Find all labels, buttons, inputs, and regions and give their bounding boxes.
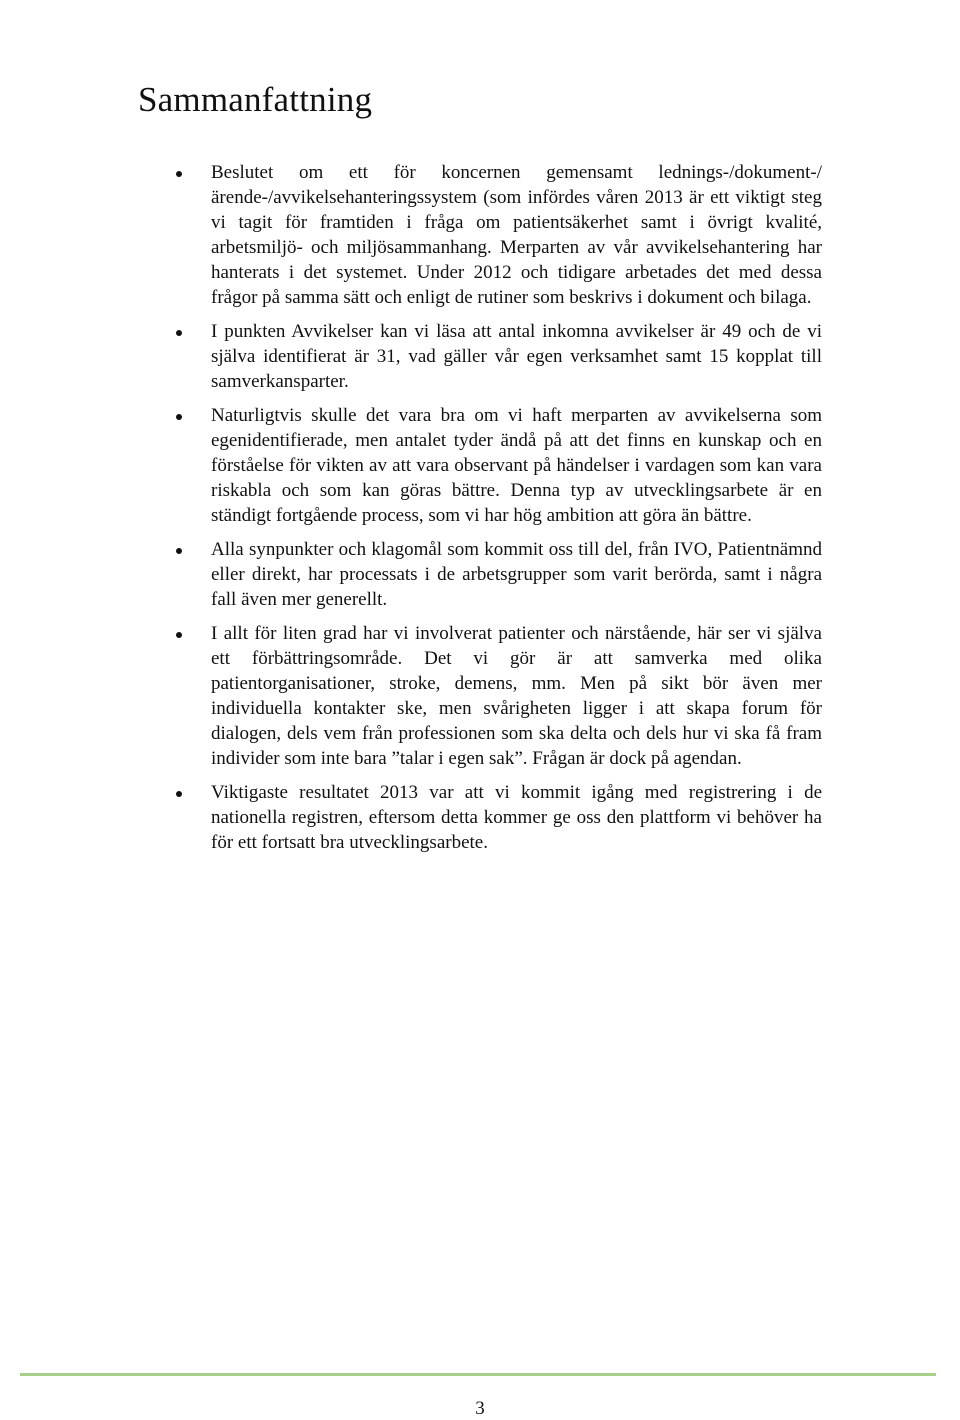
bullet-icon bbox=[176, 791, 182, 797]
bullet-icon bbox=[176, 330, 182, 336]
footer-divider bbox=[20, 1373, 936, 1376]
bullet-text: Viktigaste resultatet 2013 var att vi kommit igång med registrering i de nationella registren, eftersom detta kommer ge oss den plattform vi behöver ha för ett fortsatt bra utvecklingsarbete. bbox=[211, 782, 822, 853]
page-title: Sammanfattning bbox=[138, 80, 373, 119]
bullet-text: Alla synpunkter och klagomål som kommit oss till del, från IVO, Patientnämnd eller direkt, har processats i de arbetsgrupper som varit berörda, samt i några fall även mer generellt. bbox=[211, 539, 822, 610]
bullet-text: Naturligtvis skulle det vara bra om vi haft merparten av avvikelserna som egenidentifierade, men antalet tyder ändå på att det finns en kunskap och en förståelse för vikten av att vara observant på händelser i vardagen som kan vara riskabla och som kan göras bättre. Denna typ av utvecklingsarbete är en ständigt fortgående process, som vi har hög ambition att göra än bättre. bbox=[211, 405, 822, 526]
bullet-icon bbox=[176, 632, 182, 638]
page-number: 3 bbox=[475, 1398, 485, 1419]
bullet-text: I allt för liten grad har vi involverat patienter och närstående, här ser vi själva ett förbättringsområde. Det vi gör är att samverka med olika patientorganisationer, stroke, demens, mm. Men på sikt bör även mer individuella kontakter ske, men svårigheten ligger i att skapa forum för dialogen, dels vem från professionen som ska delta och dels hur vi ska få fram individer som inte bara ”talar i egen sak”. Frågan är dock på agendan. bbox=[211, 623, 822, 769]
bullet-text: Beslutet om ett för koncernen gemensamt lednings-/dokument-/ärende-/avvikelsehanteringssystem (som infördes våren 2013 är ett viktigt steg vi tagit för framtiden i fråga om patientsäkerhet samt i övrigt kvalité, arbetsmiljö- och miljösammanhang. Merparten av vår avvikelsehantering har hanterats i det systemet. Under 2012 och tidigare arbetades det med dessa frågor på samma sätt och enligt de rutiner som beskrivs i dokument och bilaga. bbox=[211, 162, 822, 308]
bullet-icon bbox=[176, 171, 182, 177]
bullet-text: I punkten Avvikelser kan vi läsa att antal inkomna avvikelser är 49 och de vi själva identifierat är 31, vad gäller vår egen verksamhet samt 15 kopplat till samverkansparter. bbox=[211, 321, 822, 392]
list-item bbox=[172, 319, 822, 394]
bullet-icon bbox=[176, 414, 182, 420]
bullet-icon bbox=[176, 548, 182, 554]
list-item bbox=[172, 537, 822, 612]
list-item bbox=[172, 780, 822, 855]
list-item bbox=[172, 160, 822, 310]
list-item bbox=[172, 621, 822, 771]
summary-bullet-list bbox=[172, 160, 822, 864]
list-item bbox=[172, 403, 822, 528]
